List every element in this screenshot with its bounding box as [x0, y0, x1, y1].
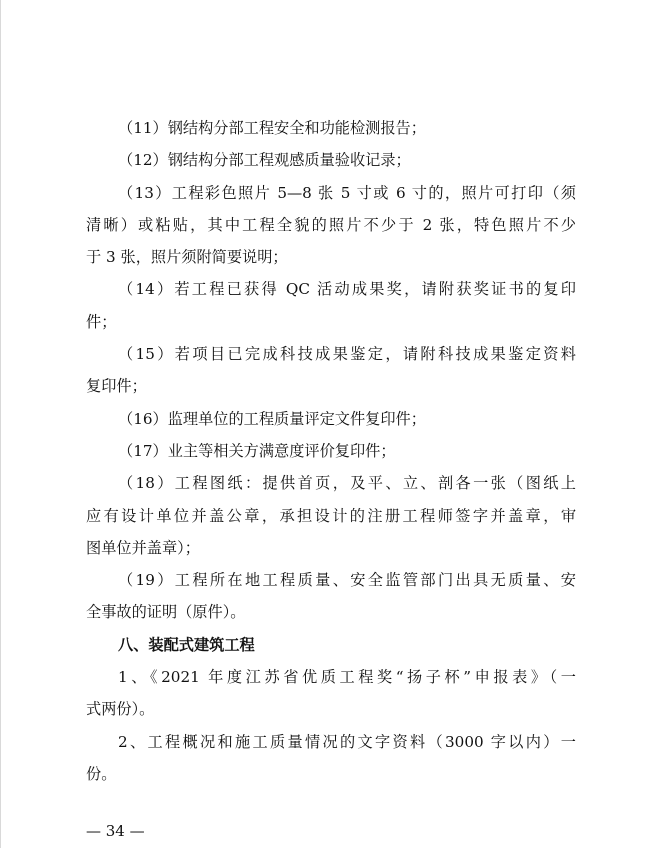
- item-13-line-3: 于 3 张，照片须附简要说明；: [86, 248, 288, 267]
- item-18-line-3: 图单位并盖章）；: [86, 538, 200, 557]
- section-item-2-line-1: 2、工程概况和施工质量情况的文字资料（3000 字以内）一: [118, 732, 576, 751]
- item-12: （12）钢结构分部工程观感质量验收记录；: [118, 151, 411, 170]
- item-18-line-2: 应有设计单位并盖公章，承担设计的注册工程师签字并盖章，审: [86, 506, 576, 525]
- section-item-1-line-2: 式两份）。: [86, 700, 155, 719]
- item-15-line-1: （15）若项目已完成科技成果鉴定，请附科技成果鉴定资料: [118, 345, 576, 364]
- item-11: （11）钢结构分部工程安全和功能检测报告；: [118, 119, 426, 137]
- item-14-line-2: 件；: [86, 312, 117, 331]
- page-number: — 34 —: [86, 822, 145, 840]
- item-14-line-1: （14）若工程已获得 QC 活动成果奖，请附获奖证书的复印: [118, 280, 576, 299]
- item-15-line-2: 复印件；: [86, 377, 147, 396]
- section-heading: 八、装配式建筑工程: [118, 635, 255, 654]
- item-17: （17）业主等相关方满意度评价复印件；: [118, 441, 396, 460]
- document-body: [86, 112, 576, 790]
- item-13-line-2: 清晰）或粘贴，其中工程全貌的照片不少于 2 张，特色照片不少: [86, 215, 576, 234]
- page-edge-line: [0, 0, 1, 848]
- section-item-1-line-1: 1、《2021 年度江苏省优质工程奖“扬子杯”申报表》（一: [118, 668, 576, 687]
- item-19-line-2: 全事故的证明（原件）。: [86, 603, 246, 622]
- item-18-line-1: （18）工程图纸：提供首页，及平、立、剖各一张（图纸上: [118, 474, 576, 493]
- section-item-2-line-2: 份。: [86, 764, 117, 783]
- item-19-line-1: （19）工程所在地工程质量、安全监管部门出具无质量、安: [118, 571, 576, 590]
- item-16: （16）监理单位的工程质量评定文件复印件；: [118, 409, 426, 428]
- item-13-line-1: （13）工程彩色照片 5—8 张 5 寸或 6 寸的，照片可打印（须: [118, 183, 576, 202]
